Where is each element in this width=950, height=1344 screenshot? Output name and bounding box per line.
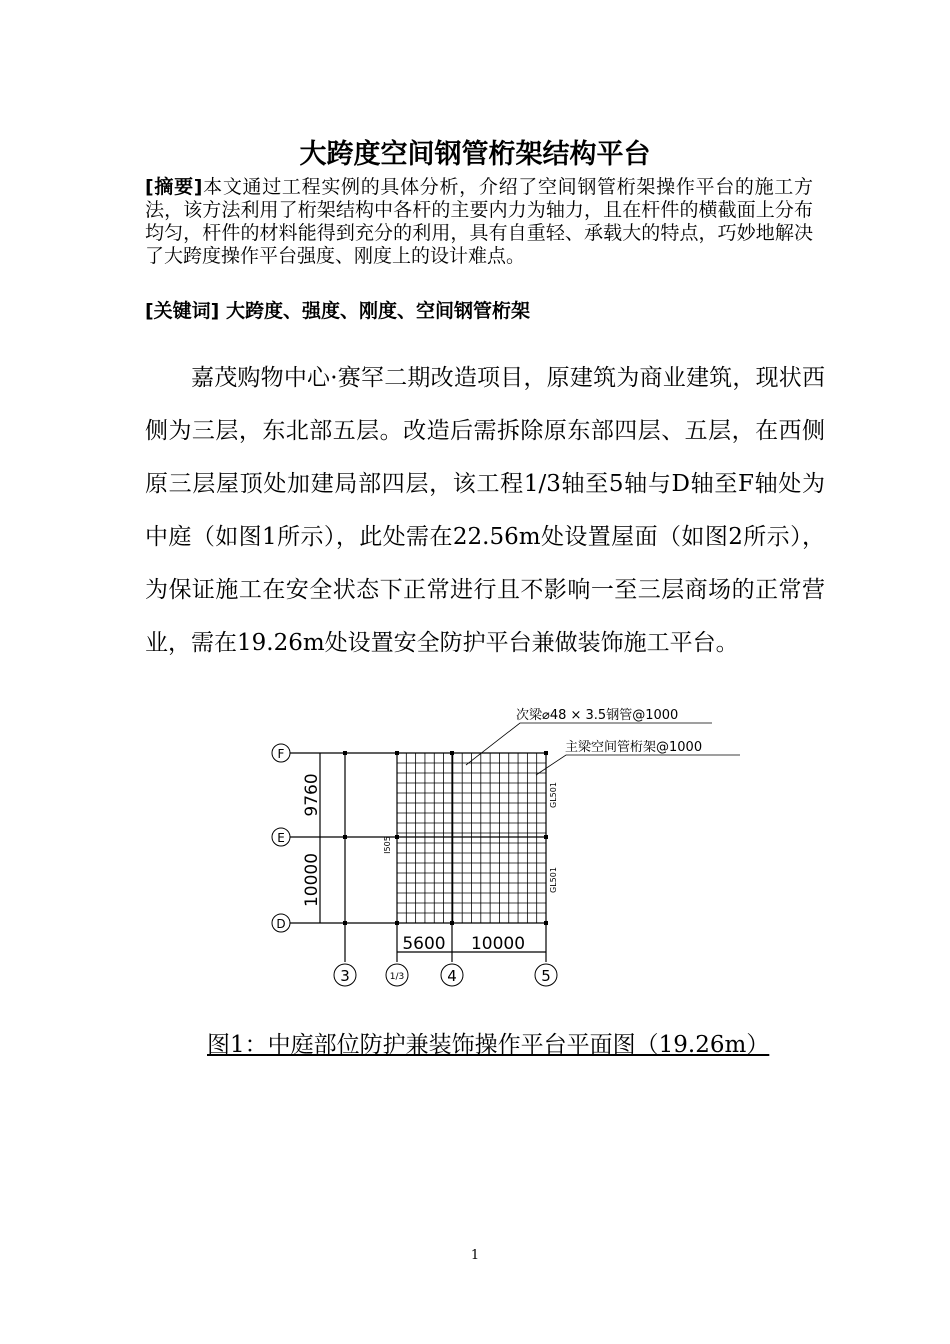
leader-labels — [516, 707, 702, 755]
node — [343, 751, 347, 755]
abstract-text: 本文通过工程实例的具体分析，介绍了空间钢管桁架操作平台的施工方法，该方法利用了桁架结构中各杆的主要内力为轴力，且在杆件的横截面上分布均匀，杆件的材料能得到充分的利用，具有自重轻、承载大的特点，巧妙地解决了大跨度操作平台强度、刚度上的设计难点。 — [145, 176, 813, 267]
dimension-labels — [302, 773, 525, 954]
body-paragraph: 嘉茂购物中心·赛罕二期改造项目，原建筑为商业建筑，现状西侧为三层，东北部五层。改造后需拆除原东部四层、五层，在西侧原三层屋顶处加建局部四层，该工程1/3轴至5轴与D轴至F轴处为中庭（如图1所示），此处需在22.56m处设置屋面（如图2所示），为保证施工在安全状态下正常进行且不影响一至三层商场的正常营业，需在19.26m处设置安全防护平台兼做装饰施工平台。 — [145, 365, 825, 656]
label-secondary-beam: 次梁⌀48 × 3.5钢管@1000 — [516, 708, 679, 723]
abstract — [145, 176, 813, 268]
node — [343, 835, 347, 839]
axis-label-f: F — [277, 747, 285, 761]
node — [544, 921, 548, 925]
axis-label-3: 3 — [340, 967, 350, 985]
axis-label-4: 4 — [447, 967, 457, 985]
member-label-i505: I505 — [383, 836, 392, 854]
node — [343, 921, 347, 925]
node — [544, 835, 548, 839]
column-nodes — [343, 751, 548, 925]
keywords: [关键词] 大跨度、强度、刚度、空间钢管桁架 — [145, 300, 530, 322]
leader-main-beam — [536, 755, 740, 775]
node — [450, 751, 454, 755]
axis-label-e: E — [277, 831, 285, 845]
dim-10000-vertical: 10000 — [302, 852, 322, 908]
node — [450, 921, 454, 925]
document-title: 大跨度空间钢管桁架结构平台 — [299, 139, 651, 170]
dim-5600: 5600 — [402, 934, 446, 954]
dim-9760: 9760 — [302, 773, 322, 817]
axis-lines — [290, 753, 548, 962]
grid-mesh — [397, 753, 546, 923]
axis-label-d: D — [276, 917, 286, 931]
dim-10000-horizontal: 10000 — [470, 934, 526, 954]
node — [395, 835, 399, 839]
axis-label-5: 5 — [541, 967, 551, 985]
member-label-gl501-bottom: GL501 — [549, 867, 558, 893]
plan-drawing — [260, 700, 760, 1000]
abstract-label: [摘要] — [145, 176, 203, 198]
node — [395, 921, 399, 925]
node — [395, 751, 399, 755]
label-main-beam: 主梁空间管桁架@1000 — [565, 740, 703, 755]
page-number: 1 — [470, 1248, 480, 1263]
node — [544, 751, 548, 755]
member-label-gl501-top: GL501 — [549, 782, 558, 808]
figure-caption: 图1：中庭部位防护兼装饰操作平台平面图（19.26m） — [207, 1032, 770, 1058]
axis-label-1-3: 1/3 — [389, 972, 405, 982]
